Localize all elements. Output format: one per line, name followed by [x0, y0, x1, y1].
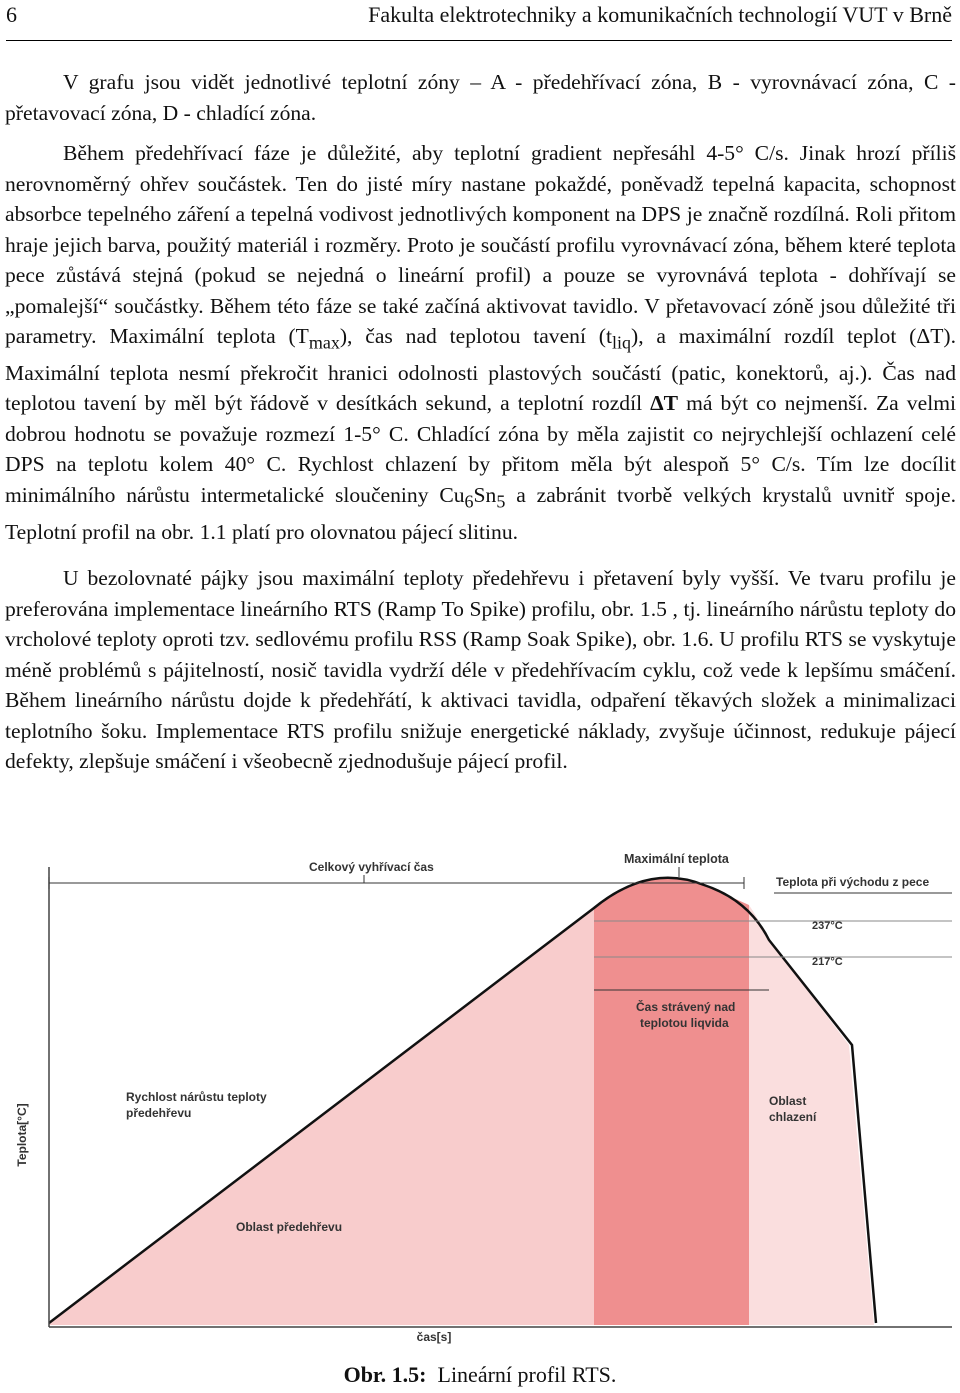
label-rate-line2: předehřevu	[126, 1106, 192, 1120]
page-number: 6	[6, 2, 17, 27]
label-total-heating-time: Celkový vyhřívací čas	[309, 860, 434, 874]
p2-text-f: a zabránit tvorbě velkých krystalů uvnitř spoje. Teplotní profil na obr. 1.1 platí pro olovnatou pájecí slitinu.	[5, 482, 957, 544]
tick-217: 217°C	[812, 956, 843, 968]
caption-label: Obr. 1.5:	[343, 1362, 427, 1387]
label-cooling-line1: Oblast	[769, 1094, 807, 1108]
header-title: Fakulta elektrotechniky a komunikačních technologií VUT v Brně	[368, 2, 952, 27]
label-time-above-liquidus-line2: teplotou liqvida	[640, 1016, 729, 1030]
tick-237: 237°C	[812, 920, 843, 932]
paragraph-zones: V grafu jsou vidět jednotlivé teplotní zóny – A - předehřívací zóna, B - vyrovnávací zóna, C - přetavovací zóna, D - chladící zóna.	[5, 70, 956, 125]
p2-sub-max: max	[308, 332, 340, 353]
label-preheat-area: Oblast předehřevu	[236, 1220, 343, 1234]
label-cooling-line2: chlazení	[769, 1110, 817, 1124]
rts-profile-figure	[4, 845, 960, 1345]
y-axis-label: Teplota[°C]	[15, 1103, 29, 1167]
p2-text-b: ), čas nad teplotou tavení (t	[339, 324, 612, 348]
rts-profile-chart	[4, 845, 960, 1345]
label-exit-temperature: Teplota při východu z pece	[776, 875, 930, 889]
figure-caption	[0, 1362, 960, 1388]
caption-text: Lineární profil RTS.	[437, 1362, 617, 1387]
label-max-temperature: Maximální teplota	[624, 852, 729, 866]
paragraph-rts: U bezolovnaté pájky jsou maximální teploty předehřevu i přetavení byly vyšší. Ve tvaru profilu je preferována implementace lineárního RTS (Ramp To Spike) profilu, obr. 1.5 , tj. lineárního nárůstu teploty do vrcholové teploty oproti tzv. sedlovému profilu RSS (Ramp Soak Spike), obr. 1.6. U profilu RTS se vyskytuje méně problémů s pájitelností, nosič tavidla vydrží déle v předehřívacím cyklu, což vede k lepšímu smáčení. Během lineárního nárůstu dojde k předehřátí, k aktivaci tavidla, odpaření těkavých složek a minimalizaci teplotního šoku. Implementace RTS profilu snižuje energetické náklady, zvyšuje účinnost, redukuje pájecí defekty, zlepšuje smáčení i všeobecně zjednodušuje pájecí profil.	[5, 566, 956, 774]
label-time-above-liquidus-line1: Čas strávený nad	[636, 1000, 736, 1014]
page-header	[6, 2, 952, 36]
p2-delta-bold: ΔT	[650, 391, 679, 416]
p2-text-e: Sn	[473, 482, 497, 507]
paragraph-preheat	[5, 138, 956, 547]
p2-sub-cu: 6	[464, 491, 474, 512]
p2-sub-liq: liq	[611, 332, 631, 353]
p2-sub-sn: 5	[496, 491, 506, 512]
p2-text-c: ), a maximální rozdíl teplot (ΔT). Maximální teplota nesmí překročit hranici odolnosti plastových součástí (patic, konektorů, aj.). Čas nad teplotou tavení by měl být řádově v desítkách sekund, a teplotní rozdíl	[5, 324, 956, 416]
body-text	[5, 67, 956, 777]
reflow-region	[594, 878, 749, 1325]
header-rule	[6, 40, 952, 41]
p2-text-a: Během předehřívací fáze je důležité, aby teplotní gradient nepřesáhl 4-5° C/s. Jinak hrozí příliš nerovnoměrný ohřev součástek. Ten do jisté míry nastane pokaždé, poněvadž tepelná kapacita, schopnost absorbce tepelného záření a tepelná vodivost jednotlivých komponent na DPS je značně rozdílná. Roli přitom hraje jejich barva, použitý materiál i rozměry. Proto je součástí profilu vyrovnávací zóna, během které teplota pece zůstává stejná (pokud se nejedná o lineární profil) a pouze se vyrovnává teplota - dohřívají se „pomalejší“ součástky. Během této fáze se také začíná aktivovat tavidlo. V přetavovací zóně jsou důležité tři parametry. Maximální teplota (T	[5, 141, 956, 348]
x-axis-label: čas[s]	[416, 1330, 452, 1344]
label-rate-line1: Rychlost nárůstu teploty	[126, 1090, 267, 1104]
p2-text-d: má být co nejmenší. Za velmi dobrou hodnotu se považuje rozmezí 1-5° C. Chladící zóna by měla zajistit co nejrychlejší ochlazení celé DPS na teplotu kolem 40° C. Rychlost chlazení by přitom měla být alespoň 5° C/s. Tím lze docílit minimálního nárůstu intermetalické sloučeniny Cu	[5, 391, 956, 507]
